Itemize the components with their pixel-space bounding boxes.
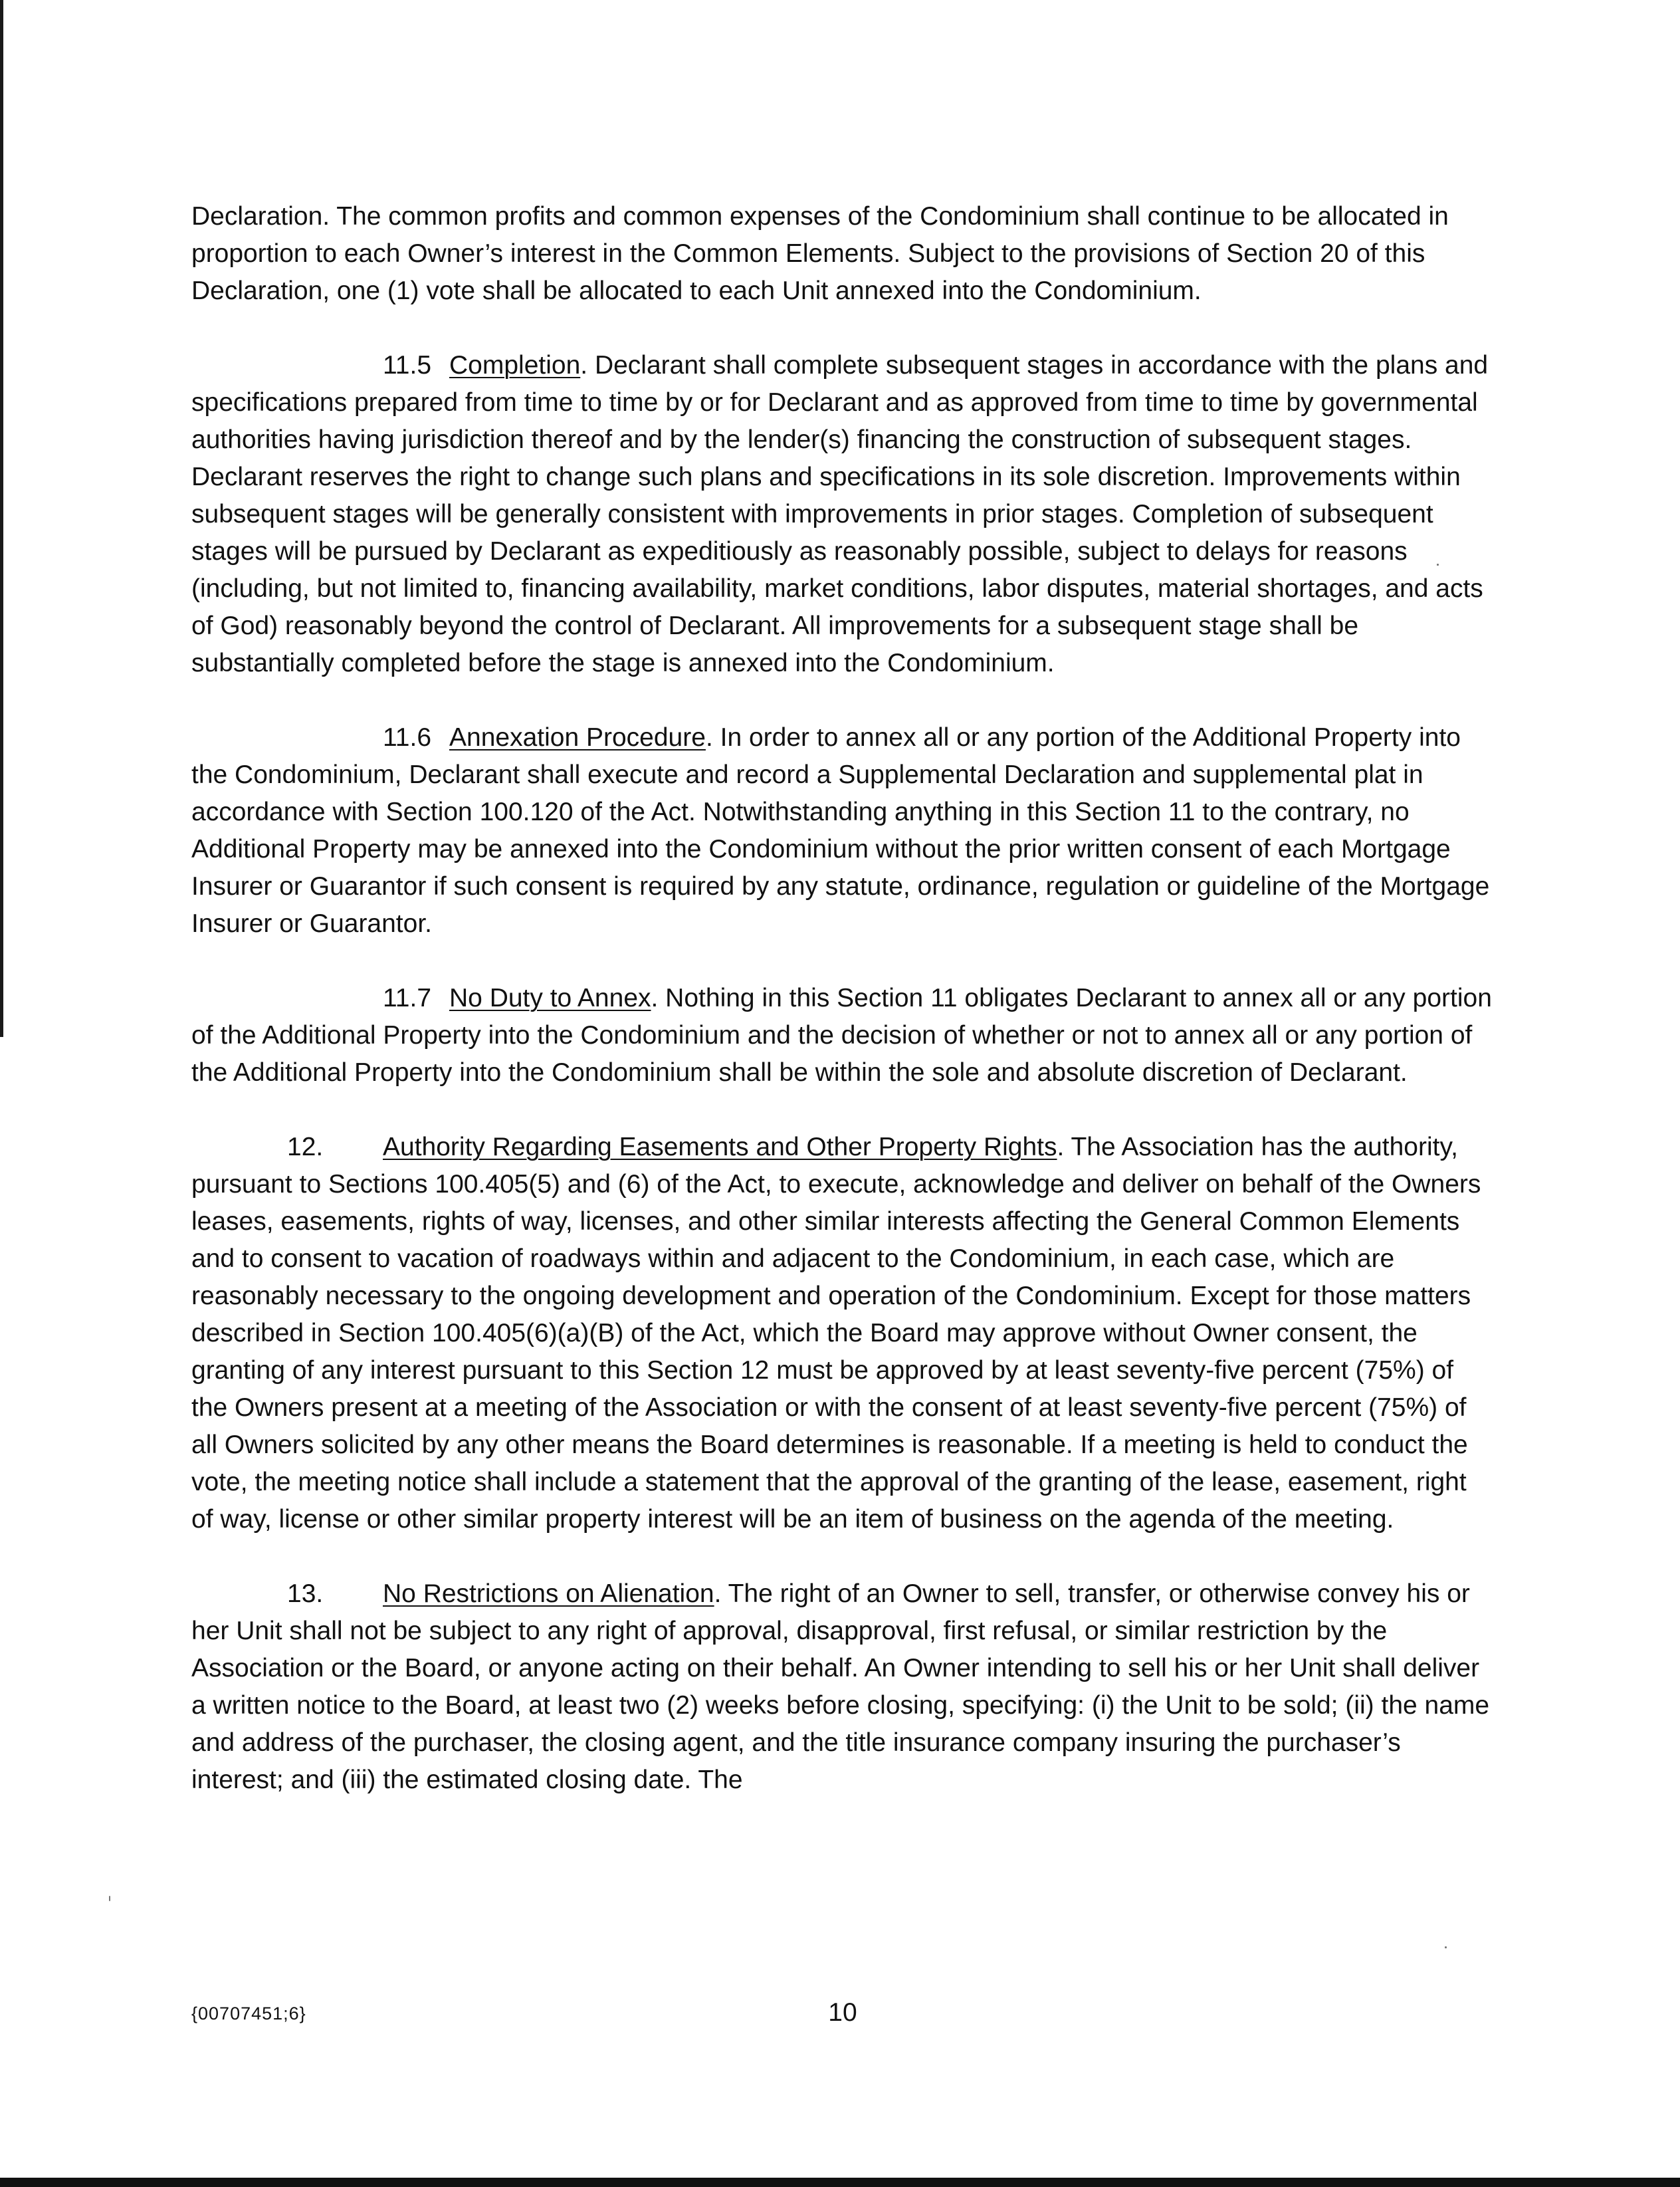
- section-text: . In order to annex all or any portion of the Additional Property into the Condominium, Declarant shall execute and record a Supplemental Declaration and supplemental plat in accordance with Section 100.120 of the Act. Notwithstanding anything in this Section 11 to the contrary, no Additional Property may be annexed into the Condominium without the prior written consent of each Mortgage Insurer or Guarantor if such consent is required by any statute, ordinance, regulation or guideline of the Mortgage Insurer or Guarantor.: [191, 723, 1490, 938]
- section-text: . The right of an Owner to sell, transfer, or otherwise convey his or her Unit shall not be subject to any right of approval, disapproval, first refusal, or similar restriction by the Association or the Board, or anyone acting on their behalf. An Owner intending to sell his or her Unit shall deliver a written notice to the Board, at least two (2) weeks before closing, specifying: (i) the Unit to be sold; (ii) the name and address of the purchaser, the closing agent, and the title insurance company insuring the purchaser’s interest; and (iii) the estimated closing date. The: [191, 1579, 1490, 1794]
- page-number: 10: [828, 1998, 857, 2027]
- scan-speck: [109, 1896, 110, 1901]
- section-number: 11.6: [383, 723, 432, 752]
- section-text: . Nothing in this Section 11 obligates Declarant to annex all or any portion of the Additional Property into the Condominium and the decision of whether or not to annex all or any portion of the Additional Property into the Condominium shall be within the sole and absolute discretion of Declarant.: [191, 984, 1492, 1087]
- section-11-7-no-duty-to-annex: [191, 980, 1494, 1092]
- scan-speck: [1445, 1946, 1447, 1948]
- section-number: 13.: [287, 1579, 324, 1608]
- paragraph-text: Declaration. The common profits and common expenses of the Condominium shall continue to be allocated in proportion to each Owner’s interest in the Common Elements. Subject to the provisions of Section 20 of this Declaration, one (1) vote shall be allocated to each Unit annexed into the Condominium.: [191, 202, 1449, 305]
- document-code: {00707451;6}: [191, 2004, 306, 2023]
- section-title: Annexation Procedure: [449, 723, 706, 752]
- section-title: Completion: [449, 351, 581, 380]
- section-13-no-restrictions-on-alienation: [191, 1575, 1494, 1799]
- continuation-paragraph: [191, 198, 1494, 310]
- section-number: 11.7: [383, 984, 432, 1012]
- section-title: Authority Regarding Easements and Other Property Rights: [383, 1133, 1057, 1161]
- scan-bottom-edge: [0, 2178, 1680, 2187]
- section-text: . The Association has the authority, pursuant to Sections 100.405(5) and (6) of the Act, to execute, acknowledge and deliver on behalf of the Owners leases, easements, rights of way, licenses, and other similar interests affecting the General Common Elements and to consent to vacation of roadways within and adjacent to the Condominium, in each case, which are reasonably necessary to the ongoing development and operation of the Condominium. Except for those matters described in Section 100.405(6)(a)(B) of the Act, which the Board may approve without Owner consent, the granting of any interest pursuant to this Section 12 must be approved by at least seventy-five percent (75%) of the Owners present at a meeting of the Association or with the consent of at least seventy-five percent (75%) of all Owners solicited by any other means the Board determines is reasonable. If a meeting is held to conduct the vote, the meeting notice shall include a statement that the approval of the granting of the lease, easement, right of way, license or other similar property interest will be an item of business on the agenda of the meeting.: [191, 1133, 1481, 1534]
- section-11-5-completion: [191, 347, 1494, 682]
- section-title: No Duty to Annex: [449, 984, 651, 1012]
- document-page: [191, 198, 1494, 1836]
- section-number: 11.5: [383, 351, 432, 380]
- section-text: . Declarant shall complete subsequent stages in accordance with the plans and specifications prepared from time to time by or for Declarant and as approved from time to time by governmental authorities having jurisdiction thereof and by the lender(s) financing the construction of subsequent stages. Declarant reserves the right to change such plans and specifications in its sole discretion. Improvements within subsequent stages will be generally consistent with improvements in prior stages. Completion of subsequent stages will be pursued by Declarant as expeditiously as reasonably possible, subject to delays for reasons (including, but not limited to, financing availability, market conditions, labor disputes, material shortages, and acts of God) reasonably beyond the control of Declarant. All improvements for a subsequent stage shall be substantially completed before the stage is annexed into the Condominium.: [191, 351, 1489, 677]
- scan-left-edge: [0, 0, 3, 1037]
- section-12-authority-easements: [191, 1129, 1494, 1538]
- section-11-6-annexation-procedure: [191, 719, 1494, 943]
- section-title: No Restrictions on Alienation: [383, 1579, 714, 1608]
- page-footer: [191, 1998, 1494, 2031]
- section-number: 12.: [287, 1133, 324, 1161]
